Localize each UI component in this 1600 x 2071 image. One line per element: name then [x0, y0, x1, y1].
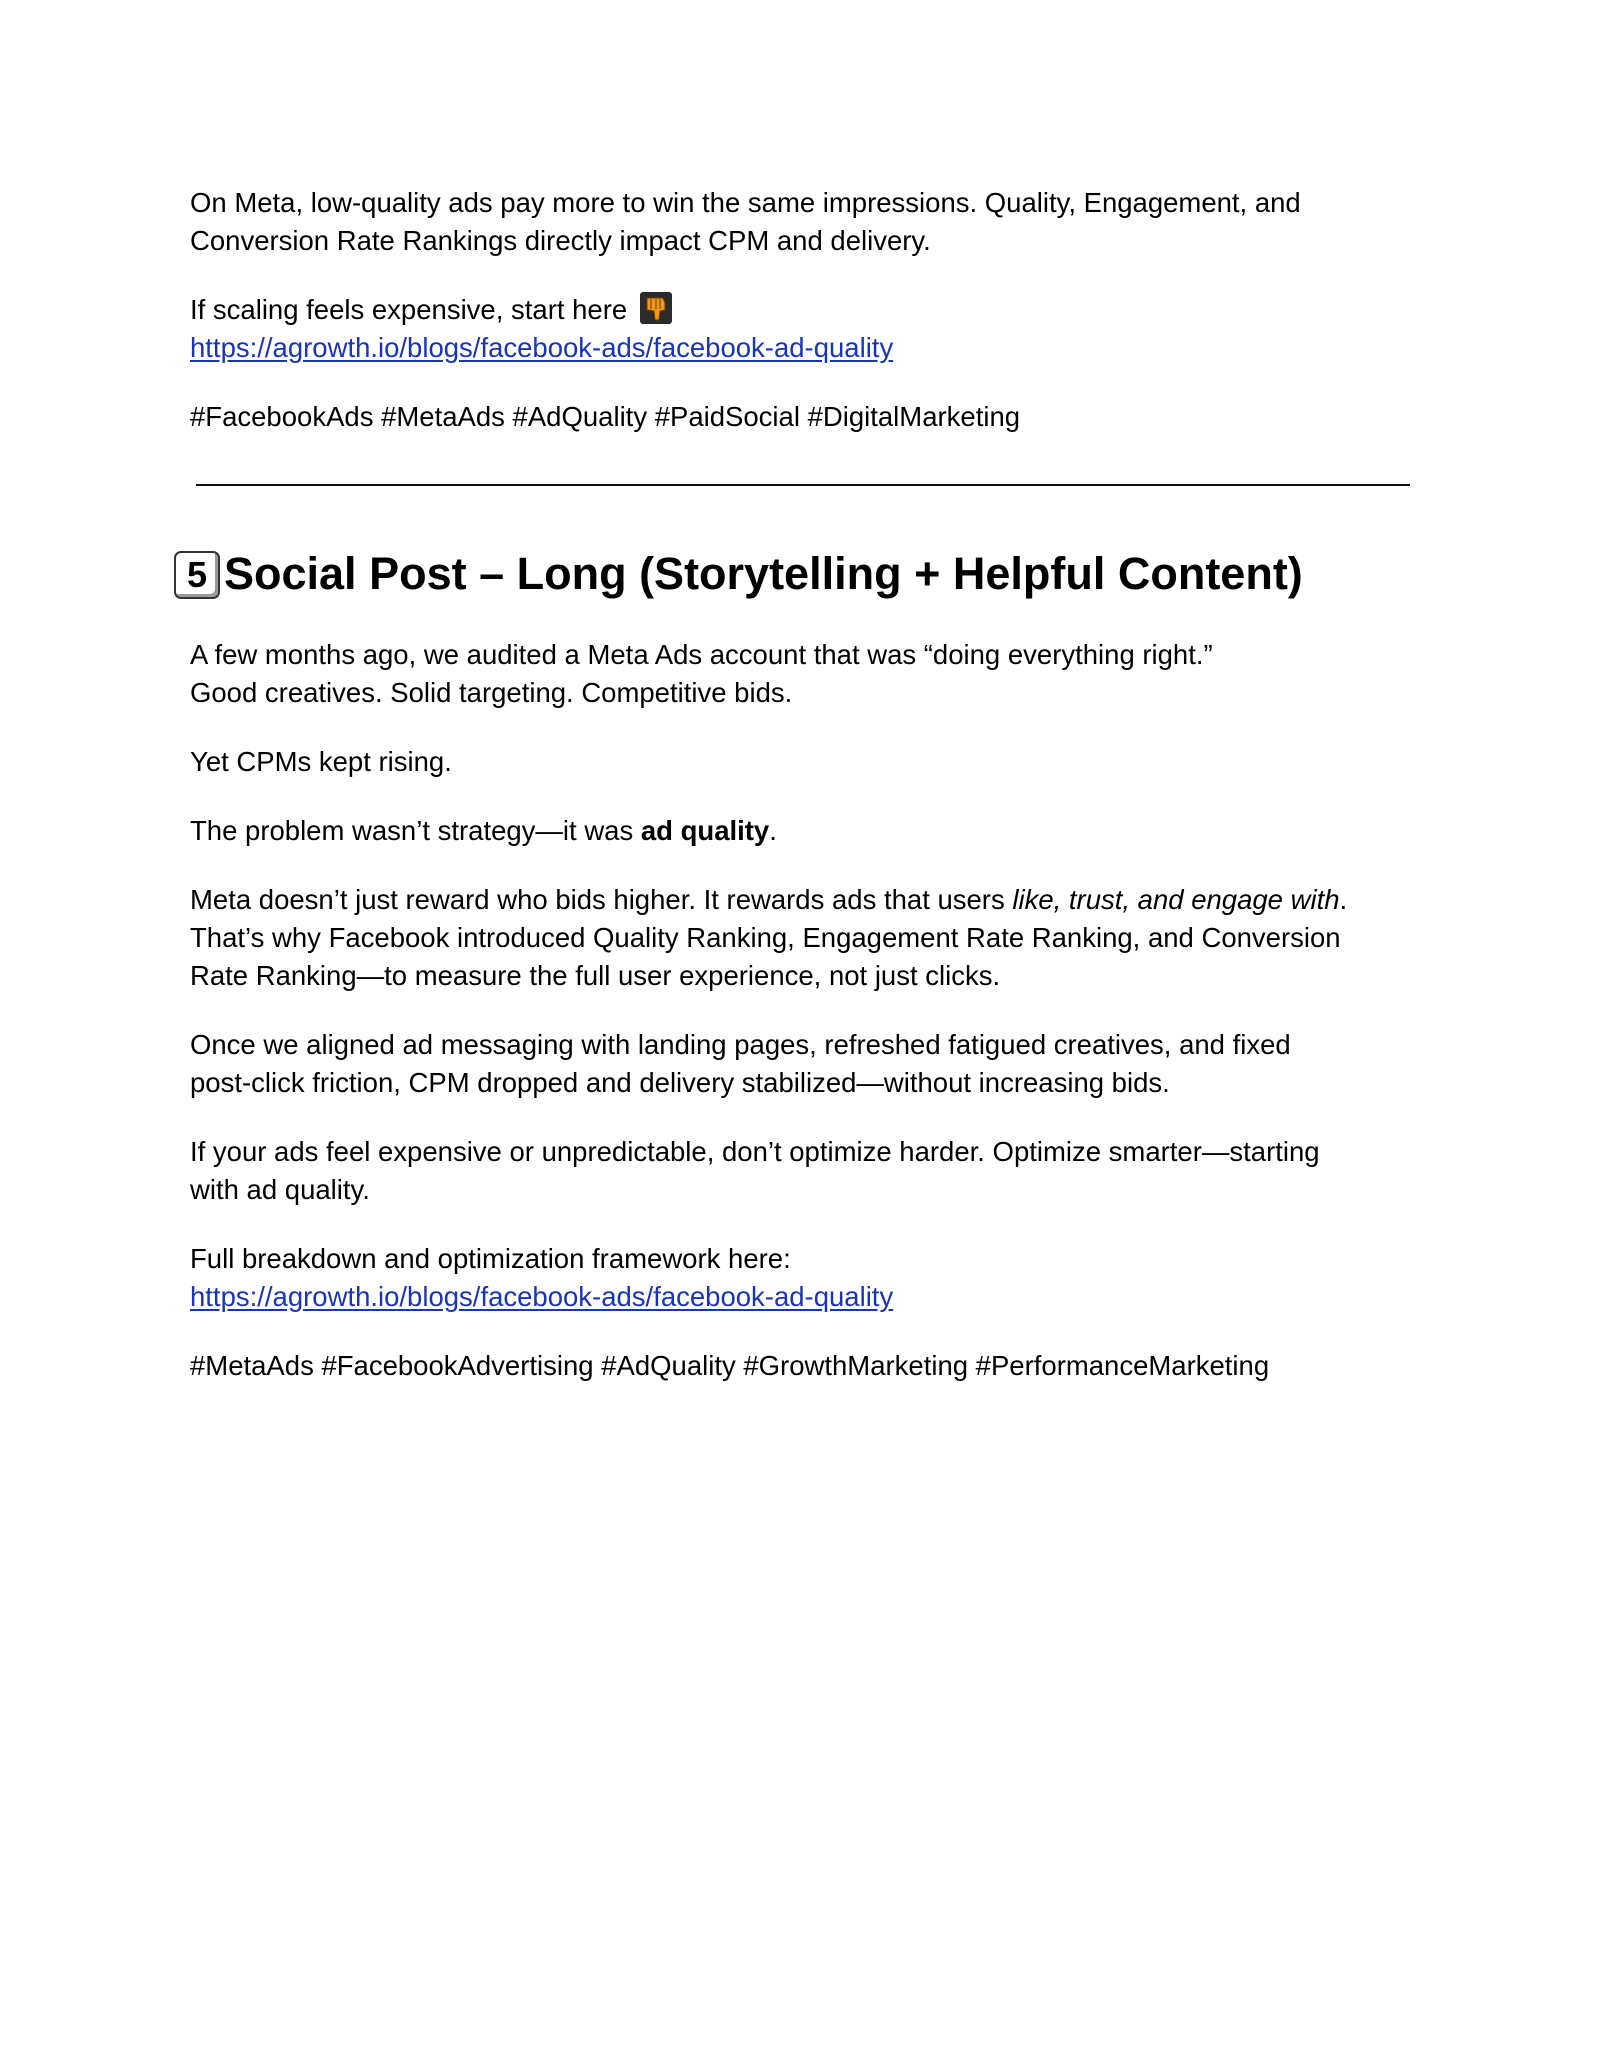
document-page: [186, 184, 1420, 1385]
intro-hashtags: #FacebookAds #MetaAds #AdQuality #PaidSocial #DigitalMarketing: [190, 401, 1021, 432]
story-p3-period: .: [769, 815, 777, 846]
story-paragraph-4: [190, 881, 1420, 995]
story-paragraph-1: [190, 636, 1420, 712]
story-p6-line-2: with ad quality.: [190, 1174, 370, 1205]
story-paragraph-2: Yet CPMs kept rising.: [190, 746, 452, 777]
cta-paragraph: [190, 291, 1420, 367]
story-p6-line-1: If your ads feel expensive or unpredictable, don’t optimize harder. Optimize smarter—starting: [190, 1136, 1320, 1167]
story-p1-line-2: Good creatives. Solid targeting. Competitive bids.: [190, 677, 793, 708]
story-p1-line-1: A few months ago, we audited a Meta Ads account that was “doing everything right.”: [190, 639, 1213, 670]
keycap-number-icon: 5: [174, 551, 220, 599]
section-heading: [174, 546, 1420, 602]
story-p3-bold: ad quality: [640, 815, 770, 846]
section-divider: [196, 484, 1410, 486]
intro-paragraph: [190, 184, 1420, 260]
story-p7-text: Full breakdown and optimization framework here:: [190, 1243, 791, 1274]
intro-line-2: Conversion Rate Rankings directly impact CPM and delivery.: [190, 225, 931, 256]
article-link-2[interactable]: https://agrowth.io/blogs/facebook-ads/facebook-ad-quality: [190, 1281, 894, 1312]
story-p4-line-2: That’s why Facebook introduced Quality Ranking, Engagement Rate Ranking, and Conversion: [190, 922, 1341, 953]
story-p4-period: .: [1339, 884, 1348, 915]
story-paragraph-6: [190, 1133, 1420, 1209]
story-hashtags: #MetaAds #FacebookAdvertising #AdQuality #GrowthMarketing #PerformanceMarketing: [190, 1350, 1270, 1381]
story-p4-italic: like, trust, and engage with: [1012, 884, 1340, 915]
story-paragraph-3: [190, 812, 1420, 850]
story-p4-text: Meta doesn’t just reward who bids higher. It rewards ads that users: [190, 884, 1013, 915]
section-title: Social Post – Long (Storytelling + Helpful Content): [224, 548, 1303, 599]
story-p4-line-3: Rate Ranking—to measure the full user experience, not just clicks.: [190, 960, 1001, 991]
story-p5-line-1: Once we aligned ad messaging with landing pages, refreshed fatigued creatives, and fixed: [190, 1029, 1291, 1060]
story-p3-text: The problem wasn’t strategy—it was: [190, 815, 641, 846]
cta-text: If scaling feels expensive, start here: [190, 294, 628, 325]
story-p5-line-2: post-click friction, CPM dropped and delivery stabilized—without increasing bids.: [190, 1067, 1170, 1098]
intro-line-1: On Meta, low-quality ads pay more to win the same impressions. Quality, Engagement, and: [190, 187, 1301, 218]
article-link-1[interactable]: https://agrowth.io/blogs/facebook-ads/facebook-ad-quality: [190, 332, 894, 363]
backhand-index-pointing-down-icon: [639, 291, 673, 325]
story-paragraph-5: [190, 1026, 1420, 1102]
story-paragraph-7: [190, 1240, 1420, 1316]
